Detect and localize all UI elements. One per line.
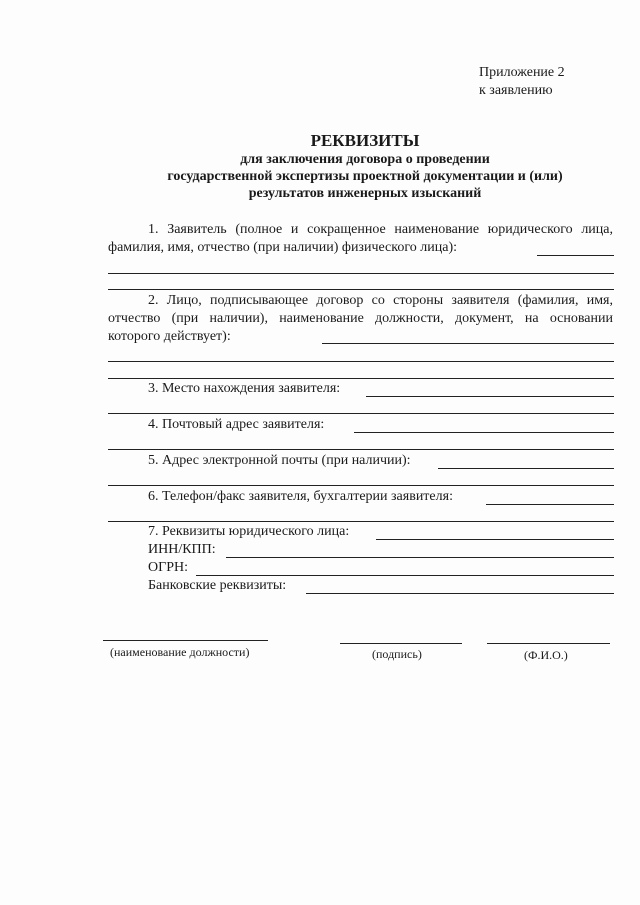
item-6-phone-label: 6. Телефон/факс заявителя, бухгалтерии заявителя: [148,489,453,504]
item-3-fill-line[interactable] [108,413,614,414]
signature-line[interactable] [340,643,462,644]
inn-kpp-label: ИНН/КПП: [148,542,216,557]
item-3-fill-line[interactable] [366,396,614,397]
item-6-fill-line[interactable] [486,504,614,505]
item-4-postal-label: 4. Почтовый адрес заявителя: [148,417,325,432]
position-signature-line[interactable] [103,640,268,641]
document-title: РЕКВИЗИТЫ [310,131,420,150]
item-1-fill-line[interactable] [537,255,614,256]
subtitle-line: государственной экспертизы проектной документации и (или) [167,169,563,184]
bank-details-fill-line[interactable] [306,593,614,594]
subtitle-line: результатов инженерных изысканий [248,186,482,201]
full-name-caption: (Ф.И.О.) [524,648,568,662]
item-3-location-label: 3. Место нахождения заявителя: [148,381,341,396]
item-7-legal-details-label: 7. Реквизиты юридического лица: [148,524,350,539]
full-name-signature-line[interactable] [487,643,610,644]
item-2-signatory-label: 2. Лицо, подписывающее договор со стороны заявителя (фамилия, имя, отчество (при наличии), наименование должности, документ, на основании которого действует): [108,293,613,344]
item-1-applicant-label: 1. Заявитель (полное и сокращенное наименование юридического лица, фамилия, имя, отчество (при наличии) физического лица): [108,222,613,255]
item-5-fill-line[interactable] [438,468,614,469]
appendix-header [479,64,565,100]
item-1-fill-line[interactable] [108,273,614,274]
item-5-email-label: 5. Адрес электронной почты (при наличии): [148,453,411,468]
item-7-fill-line[interactable] [376,539,614,540]
appendix-number: Приложение 2 [479,65,565,80]
document-subtitle [0,151,640,202]
subtitle-line: для заключения договора о проведении [240,152,490,167]
inn-kpp-fill-line[interactable] [226,557,614,558]
item-1-fill-line[interactable] [108,289,614,290]
position-caption: (наименование должности) [110,645,250,659]
ogrn-label: ОГРН: [148,560,188,575]
item-6-fill-line[interactable] [108,521,614,522]
item-4-fill-line[interactable] [354,432,614,433]
item-2-fill-line[interactable] [322,343,614,344]
item-4-fill-line[interactable] [108,449,614,450]
item-2-fill-line[interactable] [108,378,614,379]
bank-details-label: Банковские реквизиты: [148,578,287,593]
appendix-reference: к заявлению [479,83,553,98]
item-5-fill-line[interactable] [108,485,614,486]
ogrn-fill-line[interactable] [196,575,614,576]
signature-caption: (подпись) [372,647,422,661]
item-2-fill-line[interactable] [108,361,614,362]
